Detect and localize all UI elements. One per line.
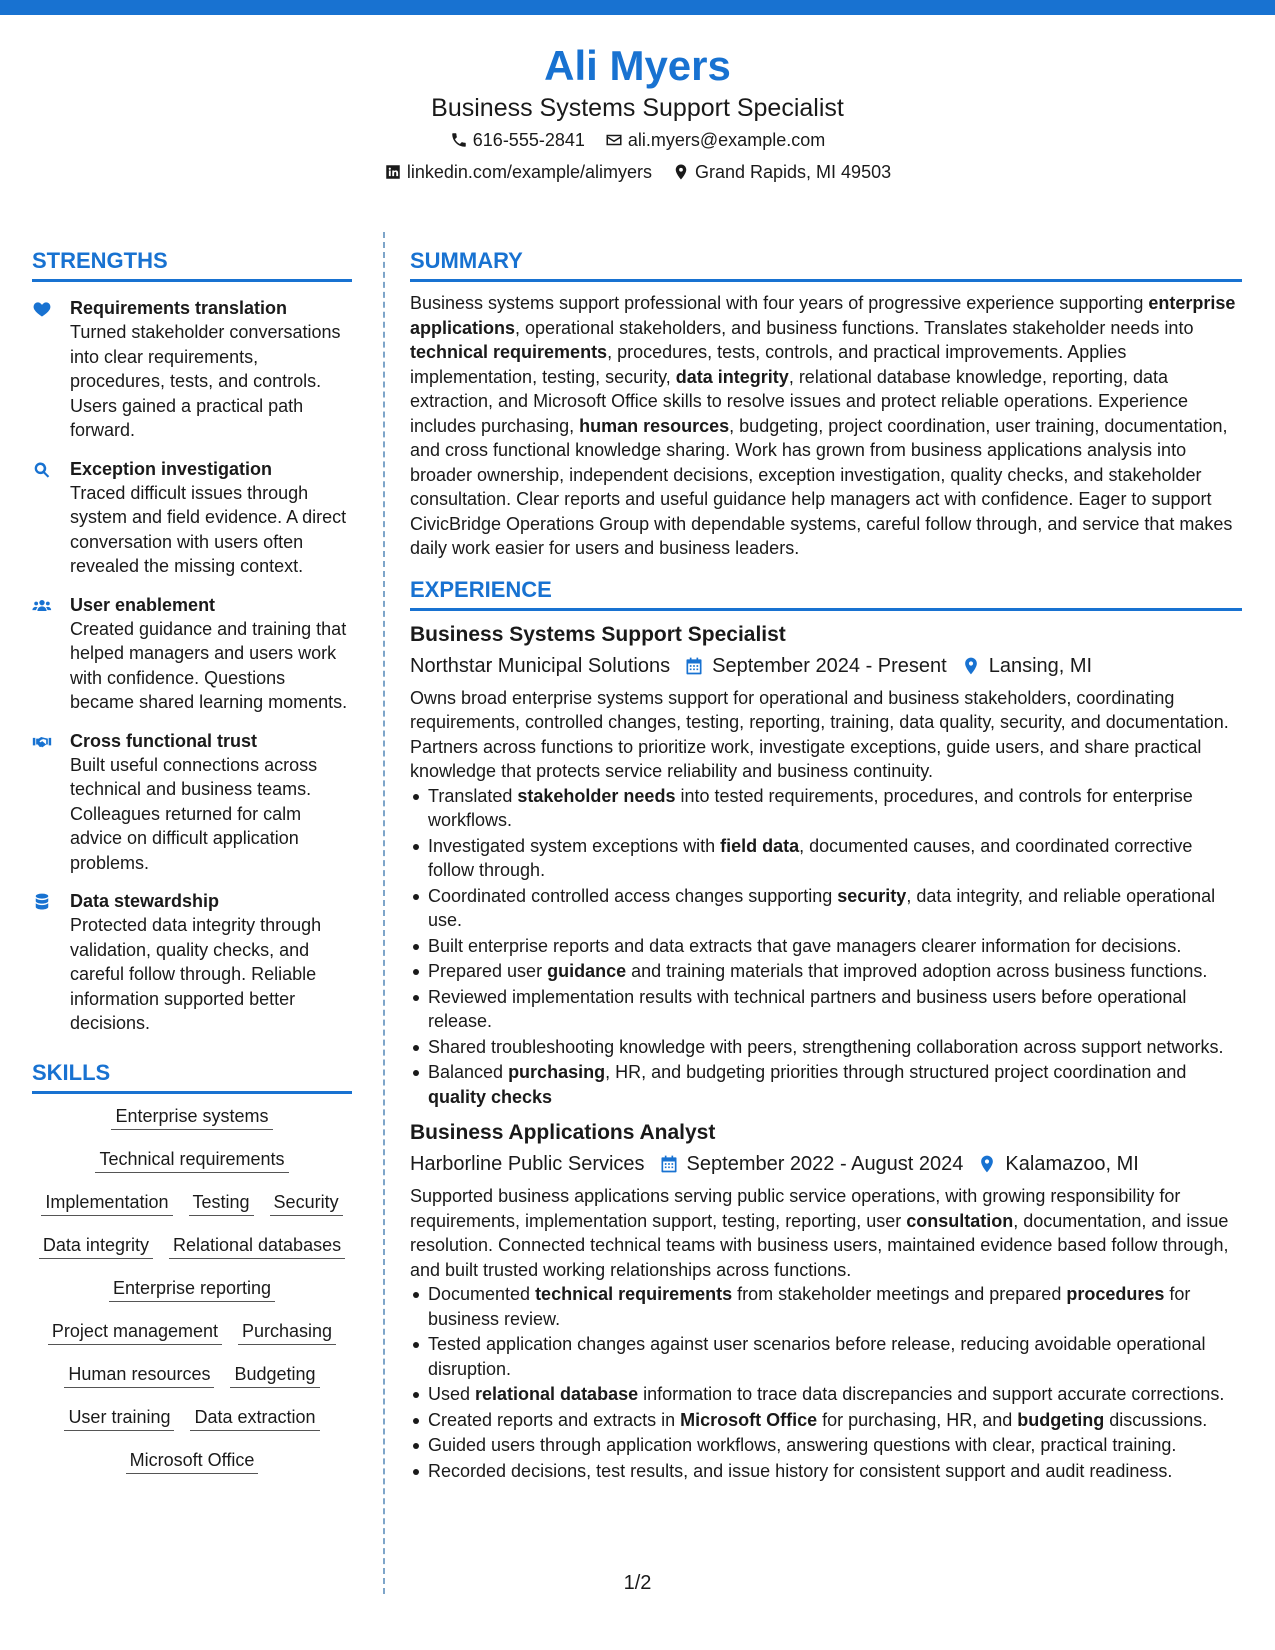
skill-tag: Budgeting [230,1362,319,1388]
skill-tag: Human resources [64,1362,214,1388]
text-segment: for business review. [428,1284,1191,1329]
skill-tag: Security [270,1190,343,1216]
bullet-item [410,884,1242,933]
skill-tag: Enterprise systems [111,1104,272,1130]
dates-text: September 2022 - August 2024 [686,1153,964,1175]
bold-text: purchasing [508,1062,606,1082]
text-segment: Coordinated controlled access changes supporting [428,885,838,906]
right-column [410,246,1242,1484]
text-segment: Translated [428,785,518,806]
strength-title: Cross functional trust [70,730,258,751]
skill-row [41,1190,342,1216]
skill-tag: Testing [189,1190,254,1216]
skill-tag: Relational databases [169,1233,345,1259]
bullet-item [410,959,1242,984]
linkedin-contact[interactable] [384,156,652,188]
envelope-icon [605,131,623,149]
text-segment: Balanced [428,1062,509,1082]
text-segment: information to trace data discrepancies and support accurate corrections. [638,1384,1225,1404]
bold-text: relational database [475,1384,639,1404]
strength-title: Exception investigation [70,458,273,479]
text-segment: , budgeting, project coordination, user training, documentation, and cross functional knowledge sharing. Work has grown from business applications analysis into broader ownership, independent decisions, exception investigation, quality checks, and stakeholder consultation. Clear reports and useful guidance help managers act with confidence. Eager to support CivicBridge Operations Group with dependable systems, careful follow through, and service that makes daily work easier for users and business leaders. [410,415,1233,558]
resume-header [0,40,1275,188]
bold-text: technical requirements [410,342,608,362]
skills-heading: SKILLS [32,1058,352,1094]
text-segment: , HR, and budgeting priorities through structured project coordination and [605,1062,1187,1082]
skill-tag: Data extraction [190,1405,319,1431]
strength-title: Data stewardship [70,891,220,911]
bullet-item [410,1332,1242,1381]
skill-tag: Purchasing [238,1319,336,1345]
bullet-item [410,1382,1242,1407]
strength-item [32,593,352,715]
skill-row [48,1319,336,1345]
strength-title: Requirements translation [70,298,288,318]
text-segment: Investigated system exceptions with [428,835,721,856]
strength-desc: Built useful connections across technical and business teams. Colleagues returned for calm advice on difficult application problems. [70,754,318,873]
job-bullets [410,1282,1242,1483]
strengths-heading: STRENGTHS [32,246,352,282]
strength-item [32,889,352,1036]
page-number: 1/2 [623,1572,652,1594]
bold-text: enterprise applications [410,293,1236,338]
text-segment: , relational database knowledge, reporting, data extraction, and Microsoft Office skills to resolve issues and protect reliable operations. Experience includes purchasing, [410,366,1189,436]
skill-row [64,1362,319,1388]
text-segment: from stakeholder meetings and prepared [732,1284,1067,1304]
text-segment: Built enterprise reports and data extracts that gave managers clearer information for decisions. [428,935,1182,956]
skill-tag: Data integrity [39,1233,153,1259]
bold-text: field data [720,835,800,856]
job-entry [410,1118,1242,1483]
text-segment: , documented causes, and coordinated corrective follow through. [428,835,1193,880]
bold-text: human resources [579,415,730,436]
text-segment: Documented [428,1284,536,1304]
bold-text: guidance [547,961,627,981]
bold-text: stakeholder needs [517,785,676,806]
company-name: Harborline Public Services [410,1153,645,1175]
skill-tag: Project management [48,1319,222,1345]
job-location [961,651,1092,681]
skill-tag: User training [64,1405,174,1431]
text-segment: Recorded decisions, test results, and issue history for consistent support and audit readiness. [428,1460,1173,1481]
skill-row [95,1147,288,1173]
text-segment: Guided users through application workflows, answering questions with clear, practical training. [428,1435,1177,1455]
left-column [32,246,352,1491]
job-company [410,1149,645,1179]
candidate-name: Ali Myers [544,42,731,89]
strength-desc: Protected data integrity through validation, quality checks, and careful follow through. Reliable information supported better decisions. [70,915,322,1033]
text-segment: Prepared user [428,961,548,981]
skills-list [32,1104,352,1491]
heart-icon [32,299,52,319]
experience-heading: EXPERIENCE [410,575,1242,611]
text-segment: Supported business applications serving public service operations, with growing responsibility for requirements, implementation support, testing, reporting, user [410,1186,1181,1231]
bold-text: technical requirements [535,1284,733,1304]
summary-heading: SUMMARY [410,246,1242,282]
job-description [410,1184,1242,1282]
location-text: Kalamazoo, MI [1005,1153,1139,1175]
phone-contact[interactable] [450,124,585,156]
text-segment: for purchasing, HR, and [817,1409,1018,1430]
location-text: Lansing, MI [988,654,1093,677]
bullet-item [410,784,1242,833]
text-segment: and training materials that improved adoption across business functions. [626,961,1208,981]
job-company [410,651,670,681]
column-divider [383,232,385,1594]
bullet-item [410,834,1242,883]
strength-item [32,296,352,443]
phone-icon [450,131,468,149]
skill-row [109,1276,275,1302]
summary-text [410,291,1242,561]
linkedin-text: linkedin.com/example/alimyers [406,162,652,182]
handshake-icon [32,732,52,752]
company-name: Northstar Municipal Solutions [410,654,671,677]
skill-row [64,1405,319,1431]
linkedin-icon [384,163,402,181]
skill-row [39,1233,345,1259]
text-segment: Used [428,1384,476,1404]
map-pin-icon [977,1154,997,1174]
top-accent-bar [0,0,1275,15]
strength-item [32,457,352,579]
skill-tag: Microsoft Office [126,1448,259,1474]
bullet-item [410,1060,1242,1109]
bullet-item [410,934,1242,959]
bullet-item [410,985,1242,1034]
text-segment: Shared troubleshooting knowledge with peers, strengthening collaboration across support networks. [428,1036,1224,1057]
calendar-icon [659,1154,679,1174]
users-icon [32,596,52,616]
bullet-item [410,1433,1242,1458]
job-location [977,1149,1138,1179]
bullet-item [410,1282,1242,1331]
text-segment: Business systems support professional with four years of progressive experience supporting [410,293,1149,313]
bullet-item [410,1459,1242,1484]
calendar-icon [684,656,704,676]
strength-desc: Turned stakeholder conversations into clear requirements, procedures, tests, and controls. Users gained a practical path forward. [70,322,341,440]
database-icon [32,892,52,912]
strength-desc: Traced difficult issues through system and field evidence. A direct conversation with users often revealed the missing context. [70,482,347,576]
job-entry [410,620,1242,1110]
strength-desc: Created guidance and training that helped managers and users work with confidence. Questions became shared learning moments. [70,618,348,712]
candidate-title: Business Systems Support Specialist [431,94,844,122]
text-segment: , procedures, tests, controls, and practical improvements. Applies implementation, testing, security, [410,342,1127,387]
job-meta [410,1149,1242,1179]
bold-text: Microsoft Office [680,1409,818,1430]
email-text: ali.myers@example.com [627,130,826,150]
bold-text: security [837,885,907,906]
email-contact[interactable] [605,124,825,156]
text-segment: , data integrity, and reliable operational use. [428,885,1216,930]
text-segment: , operational stakeholders, and business functions. Translates stakeholder needs into [515,317,1194,338]
skill-row [126,1448,259,1474]
map-pin-icon [961,656,981,676]
map-pin-icon [672,163,690,181]
job-description: Owns broad enterprise systems support for operational and business stakeholders, coordinating requirements, controlled changes, testing, reporting, training, data quality, security, and documentation. Partners across functions to prioritize work, investigate exceptions, guide users, and share practical knowledge that protects service reliability and business continuity. [410,687,1229,781]
job-dates [684,651,947,681]
text-segment: discussions. [1104,1409,1208,1430]
contact-row-2 [0,156,1275,188]
text-segment: Created reports and extracts in [428,1409,681,1430]
bold-text: data integrity [675,366,789,387]
job-bullets [410,784,1242,1110]
bullet-item [410,1408,1242,1433]
text-segment: Tested application changes against user scenarios before release, reducing avoidable operational disruption. [428,1334,1206,1379]
strength-title: User enablement [70,594,216,615]
text-segment: Reviewed implementation results with technical partners and business users before operational release. [428,986,1187,1031]
skill-tag: Enterprise reporting [109,1276,275,1302]
text-segment: into tested requirements, procedures, and controls for enterprise workflows. [428,785,1193,830]
text-segment: , documentation, and issue resolution. Connected technical teams with business users, maintained evidence based follow through, and built trusted working relationships across functions. [410,1210,1229,1280]
bold-text: budgeting [1017,1409,1105,1430]
location-text: Grand Rapids, MI 49503 [694,162,892,182]
skill-row [111,1104,272,1130]
bold-text: quality checks [428,1086,553,1107]
search-icon [32,460,52,480]
job-meta [410,651,1242,681]
bold-text: consultation [906,1210,1014,1231]
bold-text: procedures [1066,1284,1165,1304]
location-contact [672,156,891,188]
skill-tag: Technical requirements [95,1147,288,1173]
phone-text: 616-555-2841 [472,130,585,150]
bullet-item [410,1035,1242,1060]
contact-row-1 [0,124,1275,156]
job-dates [659,1149,964,1179]
skill-tag: Implementation [41,1190,172,1216]
job-title: Business Applications Analyst [410,1121,716,1144]
strength-item [32,729,352,876]
job-title: Business Systems Support Specialist [410,622,786,646]
dates-text: September 2024 - Present [712,654,947,677]
